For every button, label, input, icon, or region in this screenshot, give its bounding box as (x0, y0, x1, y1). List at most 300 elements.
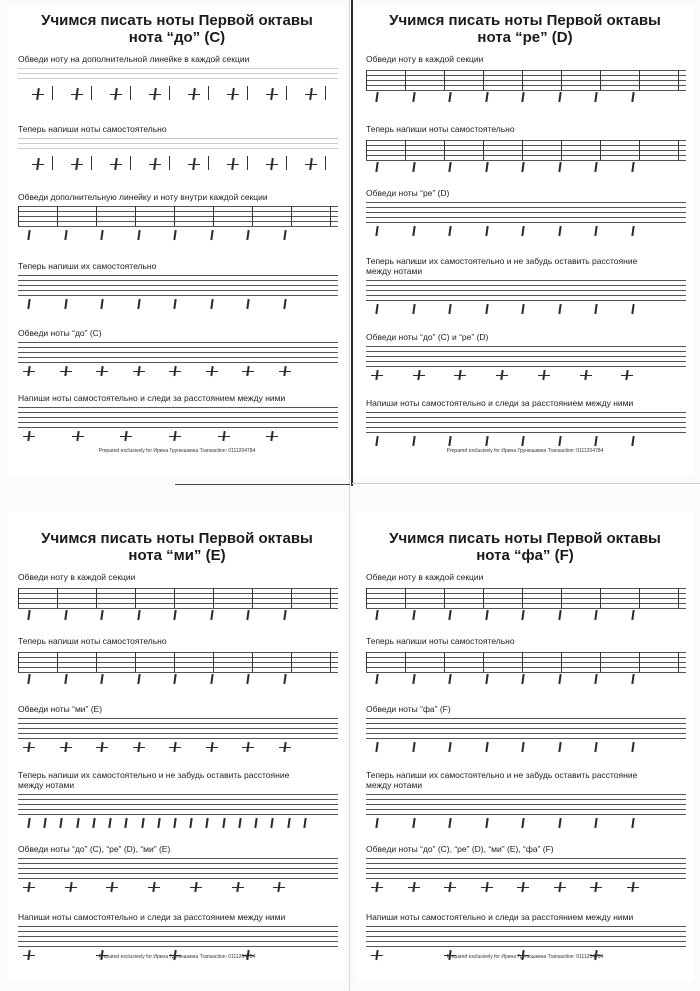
staff-line (18, 608, 338, 609)
staff-line (366, 662, 686, 663)
ledger-line (580, 375, 592, 376)
footer-note: Prepared exclusively for Ирина Грунюшкина Transaction: 0111204784 (446, 954, 604, 960)
bar-line (247, 156, 248, 170)
title-line-2: нота “ре” (D) (477, 29, 573, 46)
ledger-line (218, 436, 230, 437)
note-stem (287, 818, 290, 828)
staff-line (366, 366, 686, 367)
staff-line (366, 90, 686, 91)
worksheet-re (356, 6, 694, 476)
ledger-line (206, 371, 218, 372)
staff-line (366, 140, 686, 141)
note-stem (412, 304, 415, 314)
staff-line (18, 733, 338, 734)
staff-line (366, 160, 686, 161)
instruction: Теперь напиши ноты самостоятельно (366, 636, 515, 646)
note-stem (76, 818, 79, 828)
instruction: Обведи ноту в каждой секции (366, 54, 484, 64)
footer-note: Prepared exclusively for Ирина Грунюшкина Transaction: 0111204784 (98, 448, 256, 454)
ledger-line (148, 887, 160, 888)
note-stem (448, 92, 451, 102)
section-3 (18, 704, 338, 752)
bar-line (444, 652, 445, 672)
staff-line (366, 733, 686, 734)
note-stem (631, 742, 634, 752)
bar-line (405, 588, 406, 608)
staff-line (18, 143, 338, 144)
bar-line (286, 156, 287, 170)
note-stem (375, 92, 378, 102)
ledger-line (133, 371, 145, 372)
staff-line (366, 75, 686, 76)
instruction: Обведи ноты “ре” (D) (366, 188, 450, 198)
section-3 (366, 188, 686, 236)
note-stem (412, 674, 415, 684)
note-stem (375, 226, 378, 236)
bar-line (174, 652, 175, 672)
note-stem (594, 92, 597, 102)
staff-line (366, 207, 686, 208)
instruction: Теперь напиши ноты самостоятельно (18, 124, 167, 134)
staff-line (366, 667, 686, 668)
note-stem (558, 304, 561, 314)
bar-line (678, 140, 679, 160)
staff-line (18, 603, 338, 604)
bar-line (366, 588, 367, 608)
instruction: Теперь напиши ноты самостоятельно (366, 124, 515, 134)
note-stem (375, 436, 378, 446)
staff-line (366, 285, 686, 286)
staff-line (18, 598, 338, 599)
bar-line (522, 588, 523, 608)
note-stem (521, 226, 524, 236)
bar-line (444, 588, 445, 608)
staff-line (18, 295, 338, 296)
note-stem (283, 230, 286, 240)
note-stem (100, 610, 103, 620)
staff-line (18, 588, 338, 589)
note-stem (521, 742, 524, 752)
title-line-1: Учимся писать ноты Первой октавы (389, 12, 661, 29)
bar-line (291, 588, 292, 608)
bar-line (600, 140, 601, 160)
staff (18, 718, 338, 752)
note-stem (485, 818, 488, 828)
staff-line (18, 73, 338, 74)
bar-line (444, 70, 445, 90)
note-stem (448, 162, 451, 172)
staff-line (366, 878, 686, 879)
ledger-line (481, 887, 493, 888)
note-stem (64, 674, 67, 684)
staff-line (366, 863, 686, 864)
note-stem (173, 818, 176, 828)
staff-line (366, 593, 686, 594)
instruction: Обведи дополнительную линейку и ноту внутри каждой секции (18, 192, 268, 202)
ledger-line (242, 747, 254, 748)
note-stem (173, 674, 176, 684)
staff-line (366, 799, 686, 800)
note-stem (100, 230, 103, 240)
note-stem (190, 818, 193, 828)
instruction: Обведи ноты “до” (С) (18, 328, 102, 338)
note-stem (631, 436, 634, 446)
instruction: Теперь напиши их самостоятельно и не забудь оставить расстояние между нотами (18, 770, 290, 790)
staff-line (18, 941, 338, 942)
staff (18, 342, 338, 376)
note-stem (594, 436, 597, 446)
note-stem (375, 674, 378, 684)
bar-line (135, 588, 136, 608)
note-stem (246, 299, 249, 309)
staff-line (18, 672, 338, 673)
section-1 (18, 54, 338, 102)
bar-line (174, 206, 175, 226)
staff-line (18, 275, 338, 276)
staff-line (366, 738, 686, 739)
bar-line (213, 652, 214, 672)
section-3 (18, 192, 338, 240)
staff-line (366, 361, 686, 362)
note-stem (594, 226, 597, 236)
instruction: Обведи ноту в каждой секции (366, 572, 484, 582)
staff-line (366, 728, 686, 729)
ledger-line (23, 371, 35, 372)
note-stem (27, 818, 30, 828)
staff (366, 346, 686, 380)
staff-line (366, 85, 686, 86)
note-stem (60, 818, 63, 828)
bar-line (639, 70, 640, 90)
note-stem (631, 304, 634, 314)
staff-line (18, 593, 338, 594)
bar-line (325, 86, 326, 100)
ledger-line (279, 371, 291, 372)
bar-line (330, 206, 331, 226)
bar-line (639, 588, 640, 608)
bar-line (96, 206, 97, 226)
staff-line (18, 662, 338, 663)
staff-line (18, 814, 338, 815)
bar-line (291, 206, 292, 226)
staff-line (366, 70, 686, 71)
section-1 (366, 54, 686, 102)
staff-line (366, 814, 686, 815)
staff (366, 794, 686, 828)
ledger-line (371, 375, 383, 376)
instruction: Обведи ноту в каждой секции (18, 572, 136, 582)
section-1 (366, 572, 686, 620)
footer-note: Prepared exclusively for Ирина Грунюшкина Transaction: 0111204784 (446, 448, 604, 454)
fold-line-vertical (349, 0, 350, 991)
staff-line (18, 926, 338, 927)
note-stem (246, 610, 249, 620)
bar-line (169, 156, 170, 170)
instruction: Напиши ноты самостоятельно и следи за расстоянием между ними (366, 398, 634, 408)
note-stem (27, 674, 30, 684)
note-stem (558, 226, 561, 236)
staff-line (18, 946, 338, 947)
instruction: Теперь напиши их самостоятельно и не забудь оставить расстояние между нотами (366, 770, 638, 790)
bar-line (561, 588, 562, 608)
bar-line (57, 588, 58, 608)
staff (366, 138, 686, 172)
ledger-line (169, 747, 181, 748)
bar-line (405, 70, 406, 90)
bar-line (247, 86, 248, 100)
staff-line (366, 794, 686, 795)
ledger-line (517, 887, 529, 888)
note-stem (412, 162, 415, 172)
note-stem (558, 818, 561, 828)
staff-line (366, 432, 686, 433)
staff-line (18, 417, 338, 418)
bar-line (678, 70, 679, 90)
staff-line (366, 145, 686, 146)
staff-line (18, 728, 338, 729)
note-stem (558, 436, 561, 446)
note-stem (631, 818, 634, 828)
note-stem (594, 742, 597, 752)
note-stem (558, 742, 561, 752)
note-stem (375, 818, 378, 828)
ledger-line (279, 747, 291, 748)
ledger-line (371, 887, 383, 888)
note-stem (594, 304, 597, 314)
bar-line (561, 140, 562, 160)
staff-line (18, 216, 338, 217)
note-stem (594, 162, 597, 172)
note-stem (210, 299, 213, 309)
staff-line (366, 946, 686, 947)
bar-line (174, 588, 175, 608)
staff-line (18, 138, 338, 139)
note-stem (448, 304, 451, 314)
note-stem (558, 610, 561, 620)
note-stem (521, 818, 524, 828)
note-stem (631, 610, 634, 620)
note-stem (412, 226, 415, 236)
bar-line (522, 652, 523, 672)
note-stem (222, 818, 225, 828)
ledger-line (120, 436, 132, 437)
ledger-line (454, 375, 466, 376)
bar-line (561, 70, 562, 90)
note-stem (137, 610, 140, 620)
staff-line (18, 148, 338, 149)
staff-line (366, 212, 686, 213)
bar-line (52, 156, 53, 170)
staff-line (18, 936, 338, 937)
staff-line (18, 280, 338, 281)
title-line-1: Учимся писать ноты Первой октавы (389, 530, 661, 547)
ledger-line (621, 375, 633, 376)
bar-line (213, 206, 214, 226)
bar-line (678, 652, 679, 672)
ledger-line (23, 887, 35, 888)
title-line-2: нота “ми” (E) (128, 547, 226, 564)
staff-line (18, 804, 338, 805)
ledger-line (72, 436, 84, 437)
worksheet-title (356, 530, 694, 564)
staff (18, 275, 338, 309)
section-4 (18, 261, 338, 309)
note-stem (27, 230, 30, 240)
note-stem (412, 742, 415, 752)
note-stem (631, 226, 634, 236)
instruction: Обведи ноты “ми” (E) (18, 704, 103, 714)
instruction: Напиши ноты самостоятельно и следи за расстоянием между ними (366, 912, 634, 922)
note-stem (125, 818, 128, 828)
note-stem (521, 610, 524, 620)
bar-line (91, 86, 92, 100)
staff-line (18, 657, 338, 658)
staff-line (18, 931, 338, 932)
staff-line (366, 588, 686, 589)
staff-line (18, 357, 338, 358)
staff-line (366, 657, 686, 658)
note-stem (521, 162, 524, 172)
bar-line (57, 206, 58, 226)
note-stem (173, 610, 176, 620)
bar-line (325, 156, 326, 170)
instruction: Теперь напиши их самостоятельно (18, 261, 157, 271)
note-stem (100, 299, 103, 309)
staff-line (366, 417, 686, 418)
bar-line (405, 140, 406, 160)
section-5 (18, 328, 338, 376)
staff-line (18, 362, 338, 363)
section-5 (18, 844, 338, 892)
bar-line (91, 156, 92, 170)
ledger-line (65, 887, 77, 888)
bar-line (483, 70, 484, 90)
note-stem (631, 92, 634, 102)
staff-line (18, 878, 338, 879)
bar-line (96, 588, 97, 608)
ledger-line (169, 371, 181, 372)
note-stem (303, 818, 306, 828)
note-stem (485, 304, 488, 314)
staff (18, 68, 338, 102)
staff-line (366, 652, 686, 653)
title-line-2: нота “до” (С) (128, 29, 226, 46)
bar-line (252, 588, 253, 608)
bar-line (130, 156, 131, 170)
staff-line (366, 412, 686, 413)
ledger-line (96, 747, 108, 748)
bar-line (252, 206, 253, 226)
ledger-line (554, 887, 566, 888)
bar-line (18, 652, 19, 672)
staff-line (366, 936, 686, 937)
bar-line (96, 652, 97, 672)
fold-edge-horizontal (175, 484, 350, 485)
note-stem (521, 304, 524, 314)
ledger-line (23, 436, 35, 437)
ledger-line (190, 887, 202, 888)
note-stem (485, 226, 488, 236)
note-stem (485, 162, 488, 172)
instruction: Обведи ноты “до” (С) и “ре” (D) (366, 332, 489, 342)
bar-line (208, 156, 209, 170)
bar-line (639, 140, 640, 160)
worksheet-do (8, 6, 346, 476)
note-stem (64, 610, 67, 620)
bar-line (405, 652, 406, 672)
staff-line (366, 346, 686, 347)
worksheet-title (356, 12, 694, 46)
staff (366, 202, 686, 236)
section-1 (18, 572, 338, 620)
note-stem (594, 818, 597, 828)
ledger-line (232, 887, 244, 888)
staff-line (18, 799, 338, 800)
ledger-line (627, 887, 639, 888)
staff-line (18, 407, 338, 408)
bar-line (18, 588, 19, 608)
staff-line (18, 221, 338, 222)
note-stem (157, 818, 160, 828)
staff-line (366, 356, 686, 357)
note-stem (137, 230, 140, 240)
staff (18, 858, 338, 892)
note-stem (412, 436, 415, 446)
note-stem (448, 742, 451, 752)
note-stem (448, 674, 451, 684)
section-5 (366, 332, 686, 380)
section-5 (366, 844, 686, 892)
note-stem (206, 818, 209, 828)
note-stem (173, 299, 176, 309)
staff-line (18, 718, 338, 719)
staff-line (366, 941, 686, 942)
worksheet-mi (8, 512, 346, 982)
staff-line (18, 290, 338, 291)
staff (18, 586, 338, 620)
staff-line (366, 217, 686, 218)
note-stem (283, 299, 286, 309)
note-stem (412, 610, 415, 620)
staff-line (18, 342, 338, 343)
staff-line (18, 226, 338, 227)
note-stem (375, 610, 378, 620)
staff-line (366, 80, 686, 81)
note-stem (558, 92, 561, 102)
staff (366, 586, 686, 620)
ledger-line (96, 371, 108, 372)
section-6 (18, 912, 338, 960)
instruction: Напиши ноты самостоятельно и следи за расстоянием между ними (18, 912, 286, 922)
bar-line (135, 652, 136, 672)
ledger-line (60, 371, 72, 372)
staff (18, 794, 338, 828)
bar-line (252, 652, 253, 672)
staff-line (18, 206, 338, 207)
worksheet-title (8, 12, 346, 46)
staff-line (366, 926, 686, 927)
note-stem (283, 674, 286, 684)
ledger-line (23, 747, 35, 748)
staff-line (18, 412, 338, 413)
note-stem (448, 436, 451, 446)
staff (18, 407, 338, 441)
bar-line (213, 588, 214, 608)
bar-line (208, 86, 209, 100)
note-stem (246, 230, 249, 240)
staff-line (366, 873, 686, 874)
staff-line (18, 723, 338, 724)
